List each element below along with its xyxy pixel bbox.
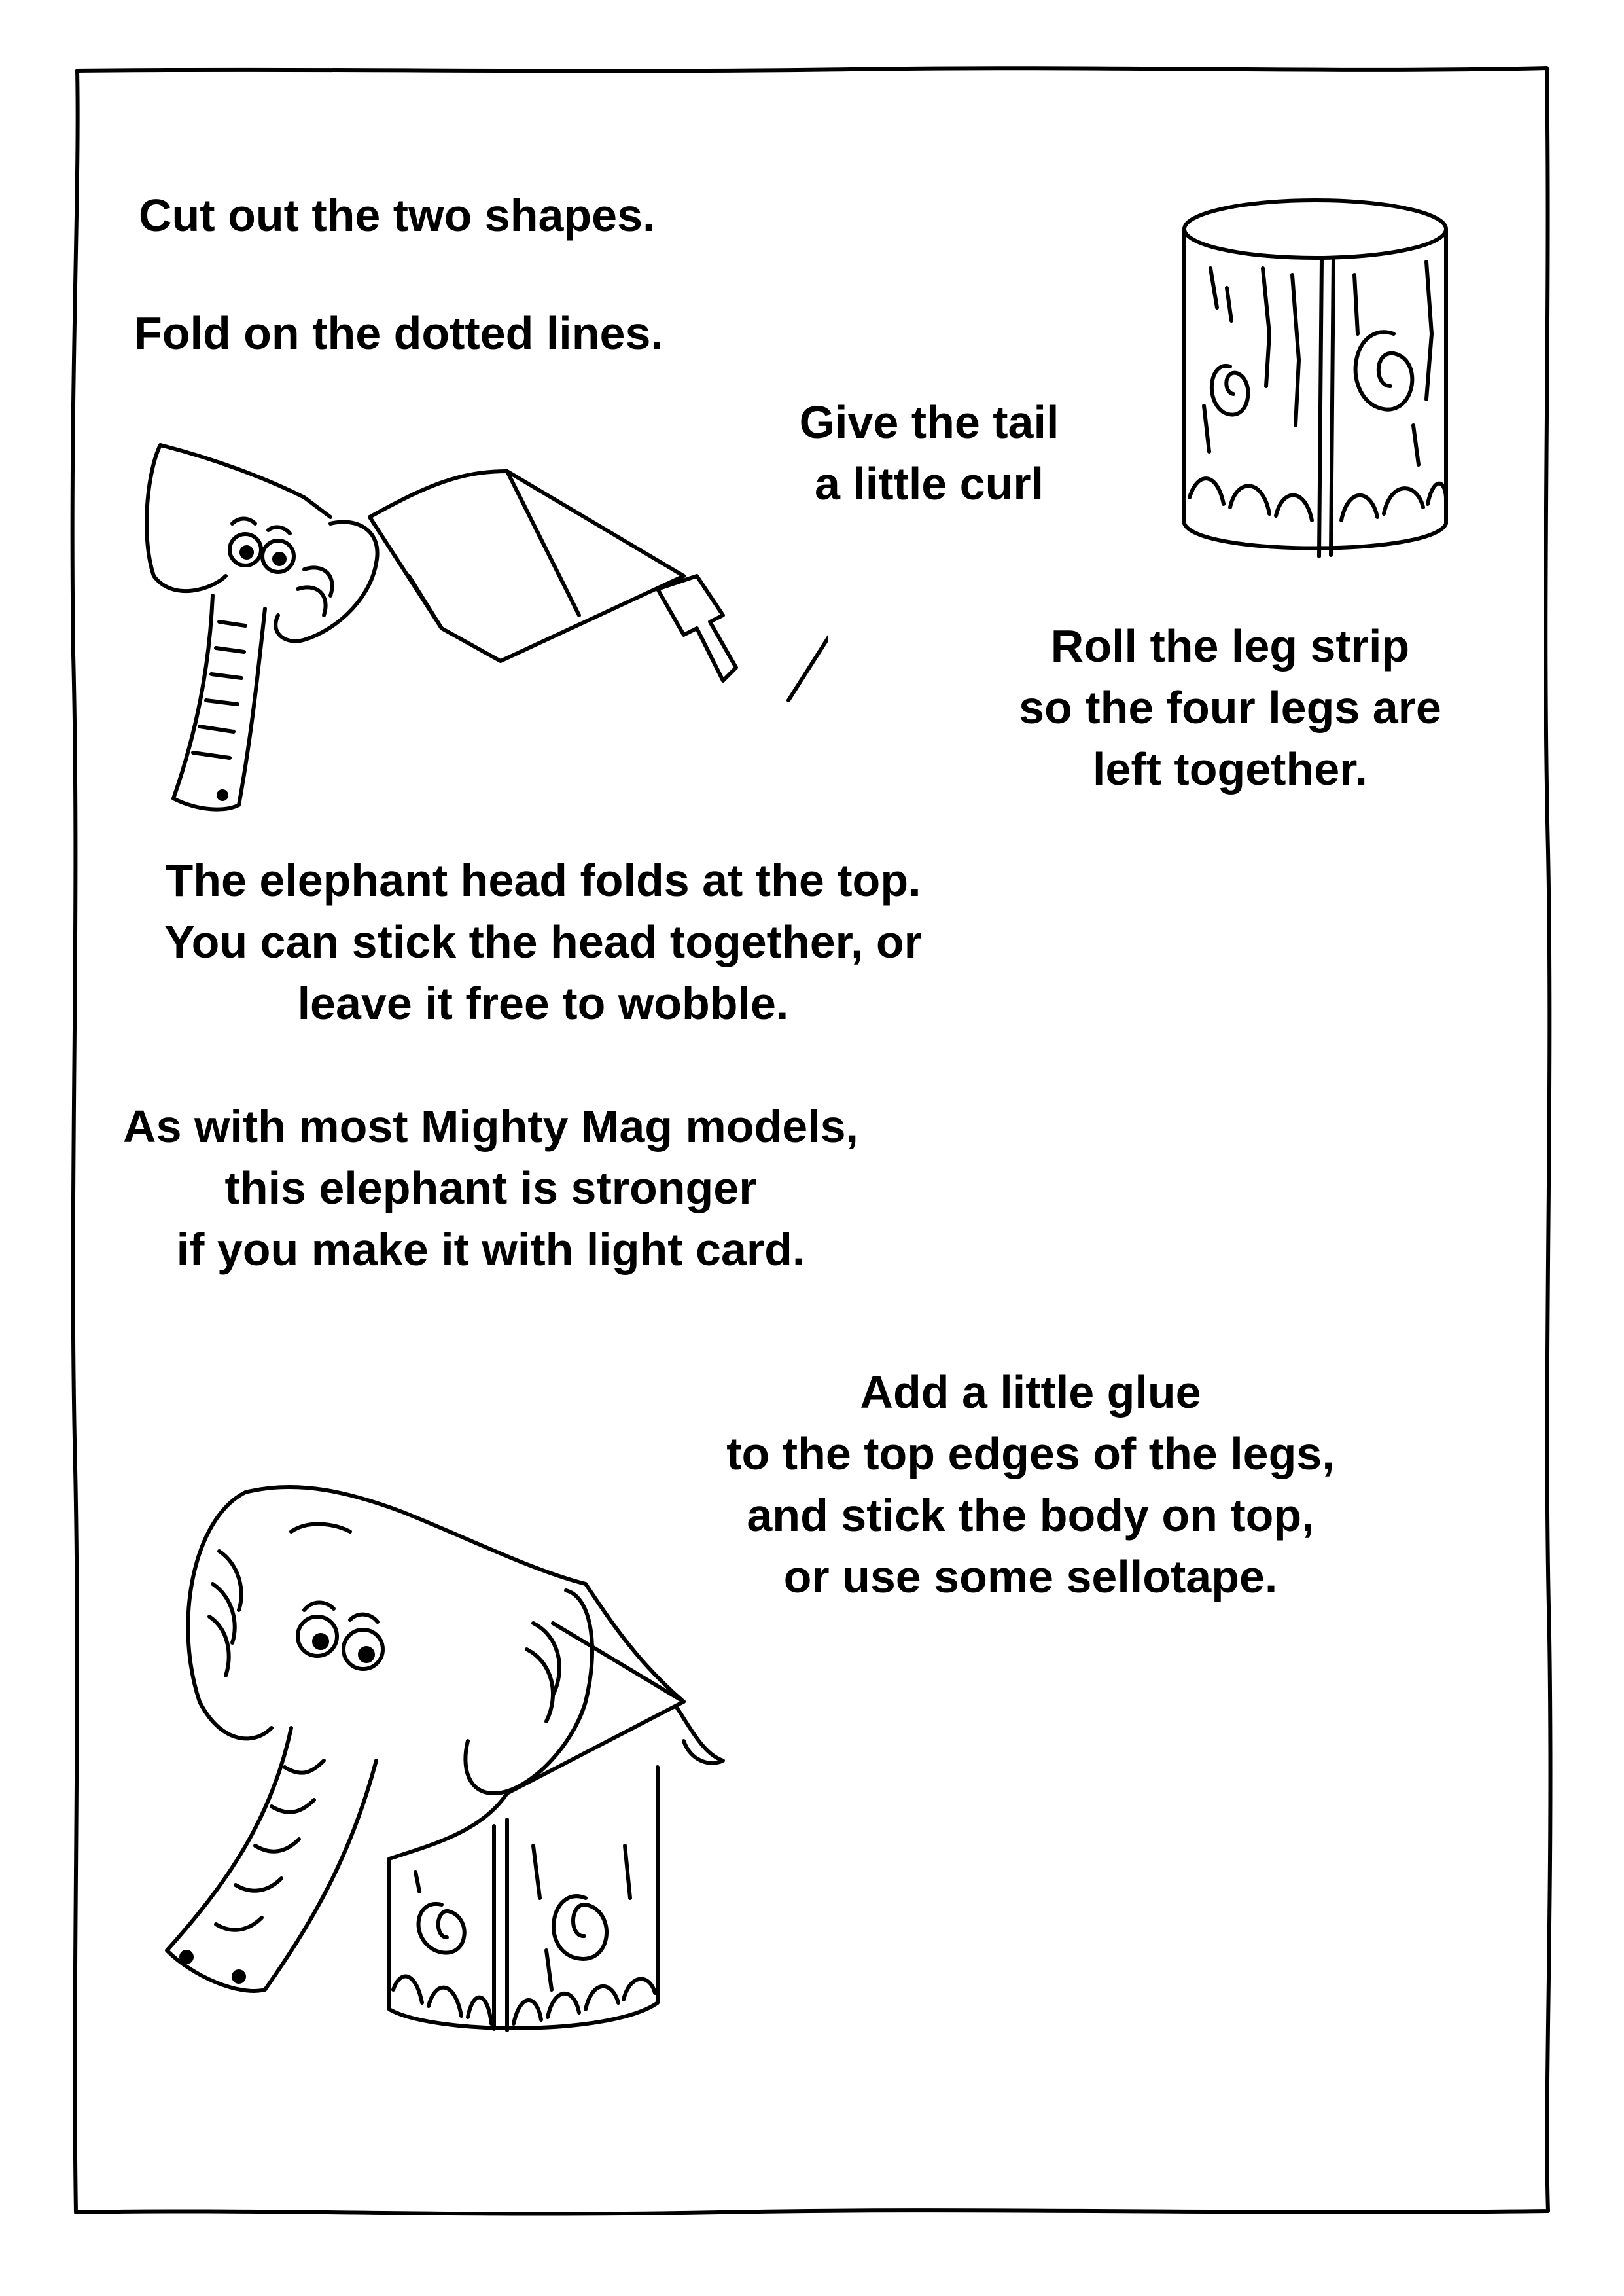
cut-out-instruction: Cut out the two shapes. <box>139 190 656 241</box>
tail-curl-instruction: Give the tail a little curl <box>799 397 1059 509</box>
add-glue-instruction: Add a little glue to the top edges of the legs, and stick the body on top, or use some sellotape. <box>726 1367 1335 1602</box>
mighty-mag-note: As with most Mighty Mag models, this elephant is stronger if you make it with light card. <box>123 1101 858 1275</box>
folded-elephant-illustration <box>134 419 828 825</box>
head-folds-instruction: The elephant head folds at the top. You can stick the head together, or leave it free to wobble. <box>164 855 922 1029</box>
leg-tube-illustration <box>1158 190 1472 589</box>
roll-leg-instruction: Roll the leg strip so the four legs are left together. <box>1019 620 1441 795</box>
assembled-elephant-illustration <box>141 1453 795 2055</box>
fold-instruction: Fold on the dotted lines. <box>134 308 663 359</box>
